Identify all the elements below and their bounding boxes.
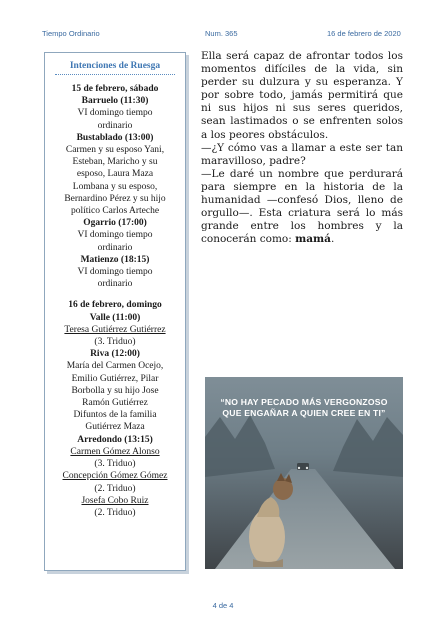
intention-line: Ramón Gutiérrez [82, 398, 148, 409]
intention-heading: Barruelo (11:30) [81, 96, 149, 107]
intention-row [45, 373, 185, 385]
intention-heading: Riva (12:00) [90, 349, 140, 360]
intention-line: ordinario [97, 279, 133, 290]
intention-row [45, 205, 185, 217]
intention-line: Bernardino Pérez y su hijo [64, 193, 166, 204]
intention-row [45, 181, 185, 193]
paragraph-2: —¿Y cómo vas a llamar a este ser tan maravilloso, padre? [201, 141, 403, 167]
intention-heading: Ogarrio (17:00) [83, 218, 147, 229]
intentions-box [44, 52, 186, 571]
intention-row [45, 299, 185, 311]
intention-line: VI domingo tiempo [77, 230, 153, 241]
intention-line: Teresa Gutiérrez Gutiérrez [64, 324, 166, 335]
intention-line: Josefa Cobo Ruiz [81, 495, 149, 506]
intention-line: Lombana y su esposo, [72, 181, 158, 192]
intention-heading: Arredondo (13:15) [77, 434, 153, 445]
intention-row [45, 242, 185, 254]
intention-line: VI domingo tiempo [77, 267, 153, 278]
intention-row [45, 120, 185, 132]
intention-heading: Matienzo (18:15) [80, 254, 150, 265]
intention-line: Borbolla y su hijo Jose [71, 385, 159, 396]
intention-heading: Valle (11:00) [89, 312, 141, 323]
intention-heading: 15 de febrero, sábado [71, 84, 159, 94]
intention-row [45, 217, 185, 229]
intention-row [45, 483, 185, 495]
intention-line: Carmen Gómez Alonso [70, 446, 160, 457]
intention-row [45, 336, 185, 348]
main-text [201, 50, 403, 246]
intentions-title: Intenciones de Ruesga [55, 61, 175, 75]
intention-line: Emilio Gutiérrez, Pilar [71, 373, 159, 384]
intention-row [45, 470, 185, 482]
intention-row [45, 107, 185, 119]
intention-row [45, 324, 185, 336]
intention-line: Esteban, Maricho y su [72, 157, 158, 168]
intention-row [45, 458, 185, 470]
intention-row [45, 229, 185, 241]
intention-row [45, 266, 185, 278]
intention-row [45, 409, 185, 421]
intention-heading: 16 de febrero, domingo [68, 300, 162, 311]
intention-line: Concepción Gómez Gómez [62, 471, 168, 482]
dog-photo [205, 377, 403, 569]
intention-line: (3. Triduo) [94, 337, 136, 348]
intention-row [45, 348, 185, 360]
intention-row [45, 360, 185, 372]
intention-line: VI domingo tiempo [77, 108, 153, 119]
section-gap [45, 290, 185, 299]
intentions-list [45, 83, 185, 519]
intention-row [45, 132, 185, 144]
intention-row [45, 385, 185, 397]
intention-row [45, 95, 185, 107]
mama-word: mamá [295, 233, 331, 246]
intention-row [45, 434, 185, 446]
intention-line: (2. Triduo) [94, 483, 136, 494]
header-section-name: Tiempo Ordinario [42, 29, 100, 38]
header-issue-number: Num. 365 [205, 29, 238, 38]
paragraph-3 [201, 168, 403, 247]
intention-row [45, 168, 185, 180]
intention-line: (3. Triduo) [94, 459, 136, 470]
header-date: 16 de febrero de 2020 [327, 29, 401, 38]
intention-row [45, 156, 185, 168]
intention-row [45, 83, 185, 95]
intention-row [45, 312, 185, 324]
intention-row [45, 278, 185, 290]
paragraph-1: Ella será capaz de afrontar todos los momentos difíciles de la vida, sin perder su dulzura y su esperanza. Y por sobre todo, jamás permitirá que ni sus hijos ni sus seres queridos, sean lastimados o se enfrenten solos a los peores obstáculos. [201, 50, 403, 141]
intention-line: (2. Triduo) [94, 507, 136, 518]
intention-line: María del Carmen Ocejo, [66, 361, 164, 372]
intention-line: Gutiérrez Maza [85, 422, 145, 433]
intention-row [45, 507, 185, 519]
intention-row [45, 144, 185, 156]
intention-line: político Carlos Arteche [70, 206, 160, 217]
intention-line: Carmen y su esposo Yani, [65, 145, 165, 156]
intention-row [45, 495, 185, 507]
photo-quote: “NO HAY PECADO MÁS VERGONZOSO QUE ENGAÑAR A QUIEN CREE EN TI” [220, 397, 388, 418]
page-number: 4 de 4 [212, 601, 234, 610]
intention-line: Difuntos de la familia [73, 410, 157, 421]
paragraph-3-end: . [330, 233, 335, 246]
paragraph-3-text: —Le daré un nombre que perdurará para siempre en la historia de la humanidad —confesó Dios, lleno de orgullo—. Esta criatura será lo más grande entre los hombres y la conocerán como: [201, 167, 403, 246]
intention-line: ordinario [97, 120, 133, 131]
intention-line: esposo, Laura Maza [76, 169, 154, 180]
intention-line: ordinario [97, 242, 133, 253]
intention-heading: Bustablado (13:00) [76, 132, 154, 143]
intention-row [45, 193, 185, 205]
intention-row [45, 446, 185, 458]
intention-row [45, 397, 185, 409]
intention-row [45, 254, 185, 266]
intention-row [45, 421, 185, 433]
